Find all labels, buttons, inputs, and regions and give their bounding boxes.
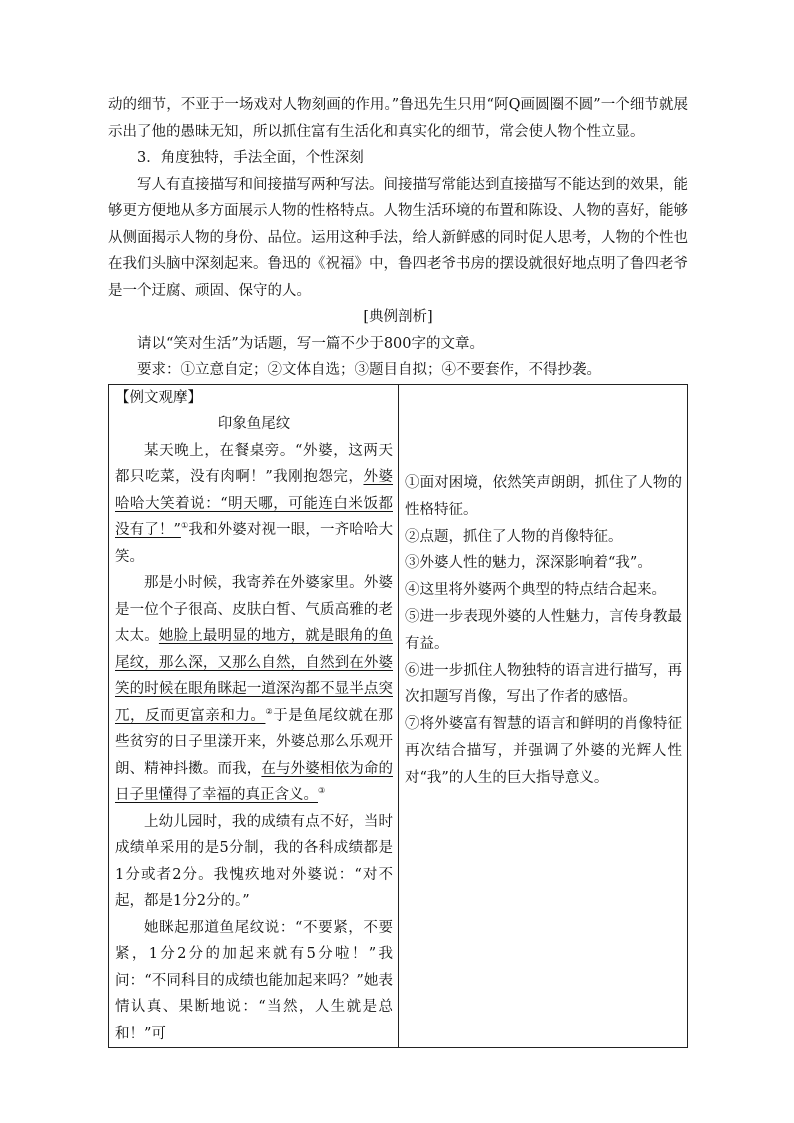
- annotation-note: ④这里将外婆两个典型的特点结合起来。: [405, 582, 666, 599]
- annotation-note: ⑥进一步抓住人物独特的语言进行描写，再次扣题写肖像，写出了作者的感悟。: [405, 662, 682, 706]
- annotation-note: ⑦将外婆富有智慧的语言和鲜明的肖像特征再次结合描写，并强调了外婆的光辉人性对“我”的人生的巨大指导意义。: [405, 716, 682, 786]
- text-segment: 我和外婆对视一眼，一齐哈哈大笑。: [115, 522, 394, 565]
- annotation-note: ①面对困境，依然笑声朗朗，抓住了人物的性格特征。: [405, 474, 682, 518]
- essay-paragraph-3: 上幼儿园时，我的成绩有点不好，当时成绩单采用的是5分制，我的各科成绩都是1分或者2分。我愧疚地对外婆说：“对不起，都是1分2分的。”: [115, 813, 393, 909]
- annotation-column: [399, 384, 688, 1048]
- footnote-mark: ③: [318, 786, 326, 796]
- intro-paragraph-2: 写人有直接描写和间接描写两种写法。间接描写常能达到直接描写不能达到的效果，能够更方便地从多方面展示人物的性格特点。人物生活环境的布置和陈设、人物的喜好，能够从侧面揭示人物的身份、品位。运用这种手法，给人新鲜感的同时促人思考，人物的个性也在我们头脑中深刻起来。鲁迅的《祝福》中，鲁四老爷书房的摆设就很好地点明了鲁四老爷是一个迂腐、顽固、保守的人。: [108, 176, 688, 299]
- annotation-note: ③外婆人性的魅力，深深影响着“我”。: [405, 555, 652, 572]
- intro-paragraph-1: 动的细节，不亚于一场戏对人物刻画的作用。”鲁迅先生只用“阿Q画圆圈不圆”一个细节就展示出了他的愚昧无知，所以抓住富有生活化和真实化的细节，常会使人物个性立显。: [108, 97, 688, 140]
- essay-column: [109, 384, 399, 1048]
- essay-paragraph-4: 她眯起那道鱼尾纹说：“不要紧，不要紧，1分2分的加起来就有5分啦！”我问：“不同科目的成绩也能加起来吗？”她表情认真、果断地说：“当然，人生就是总和！”可: [115, 919, 393, 1042]
- essay-title: 印象鱼尾纹: [217, 416, 291, 432]
- underlined-segment: 在与外婆相依为命的日子里懂得了幸福的真正含义。: [115, 760, 394, 803]
- example-essay-table: [108, 384, 688, 1049]
- text-segment: 于是鱼尾纹就在那些贫穷的日子里漾开来，外婆总那么乐观开朗、精神抖擞。而我，: [115, 707, 394, 777]
- section-title: [典例剖析]: [363, 309, 433, 325]
- writing-requirements: 要求：①立意自定；②文体自选；③题目自拟；④不要套作，不得抄袭。: [137, 362, 601, 378]
- text-segment: 那是小时候，我寄养在外婆家里。外婆是一位个子很高、皮肤白皙、气质高雅的老太太。: [115, 575, 393, 644]
- underlined-segment: 外婆哈哈大笑着说：“明天哪，可能连白米饭都没有了！”: [115, 469, 394, 538]
- table-header: 【例文观摩】: [115, 389, 202, 406]
- footnote-mark: ②: [265, 706, 274, 716]
- text-segment: 某天晚上，在餐桌旁。“外婆，这两天都只吃菜，没有肉啊！”我刚抱怨完，: [115, 442, 393, 485]
- footnote-mark: ①: [180, 521, 189, 531]
- writing-prompt: 请以“笑对生活”为话题，写一篇不少于800字的文章。: [137, 335, 484, 352]
- annotation-note: ②点题，抓住了人物的肖像特征。: [405, 528, 623, 545]
- annotation-note: ⑤进一步表现外婆的人性魅力，言传身教最有益。: [405, 608, 682, 652]
- essay-paragraph-1: [115, 438, 393, 571]
- essay-paragraph-2: [115, 570, 393, 809]
- document-page: [108, 92, 688, 1048]
- subheading-3: 3．角度独特，手法全面，个性深刻: [137, 150, 364, 166]
- underlined-segment: 她脸上最明显的地方，就是眼角的鱼尾纹，那么深，又那么自然，自然到在外婆笑的时候在眼角眯起一道深沟都不显半点突兀，反而更富亲和力。: [115, 628, 394, 724]
